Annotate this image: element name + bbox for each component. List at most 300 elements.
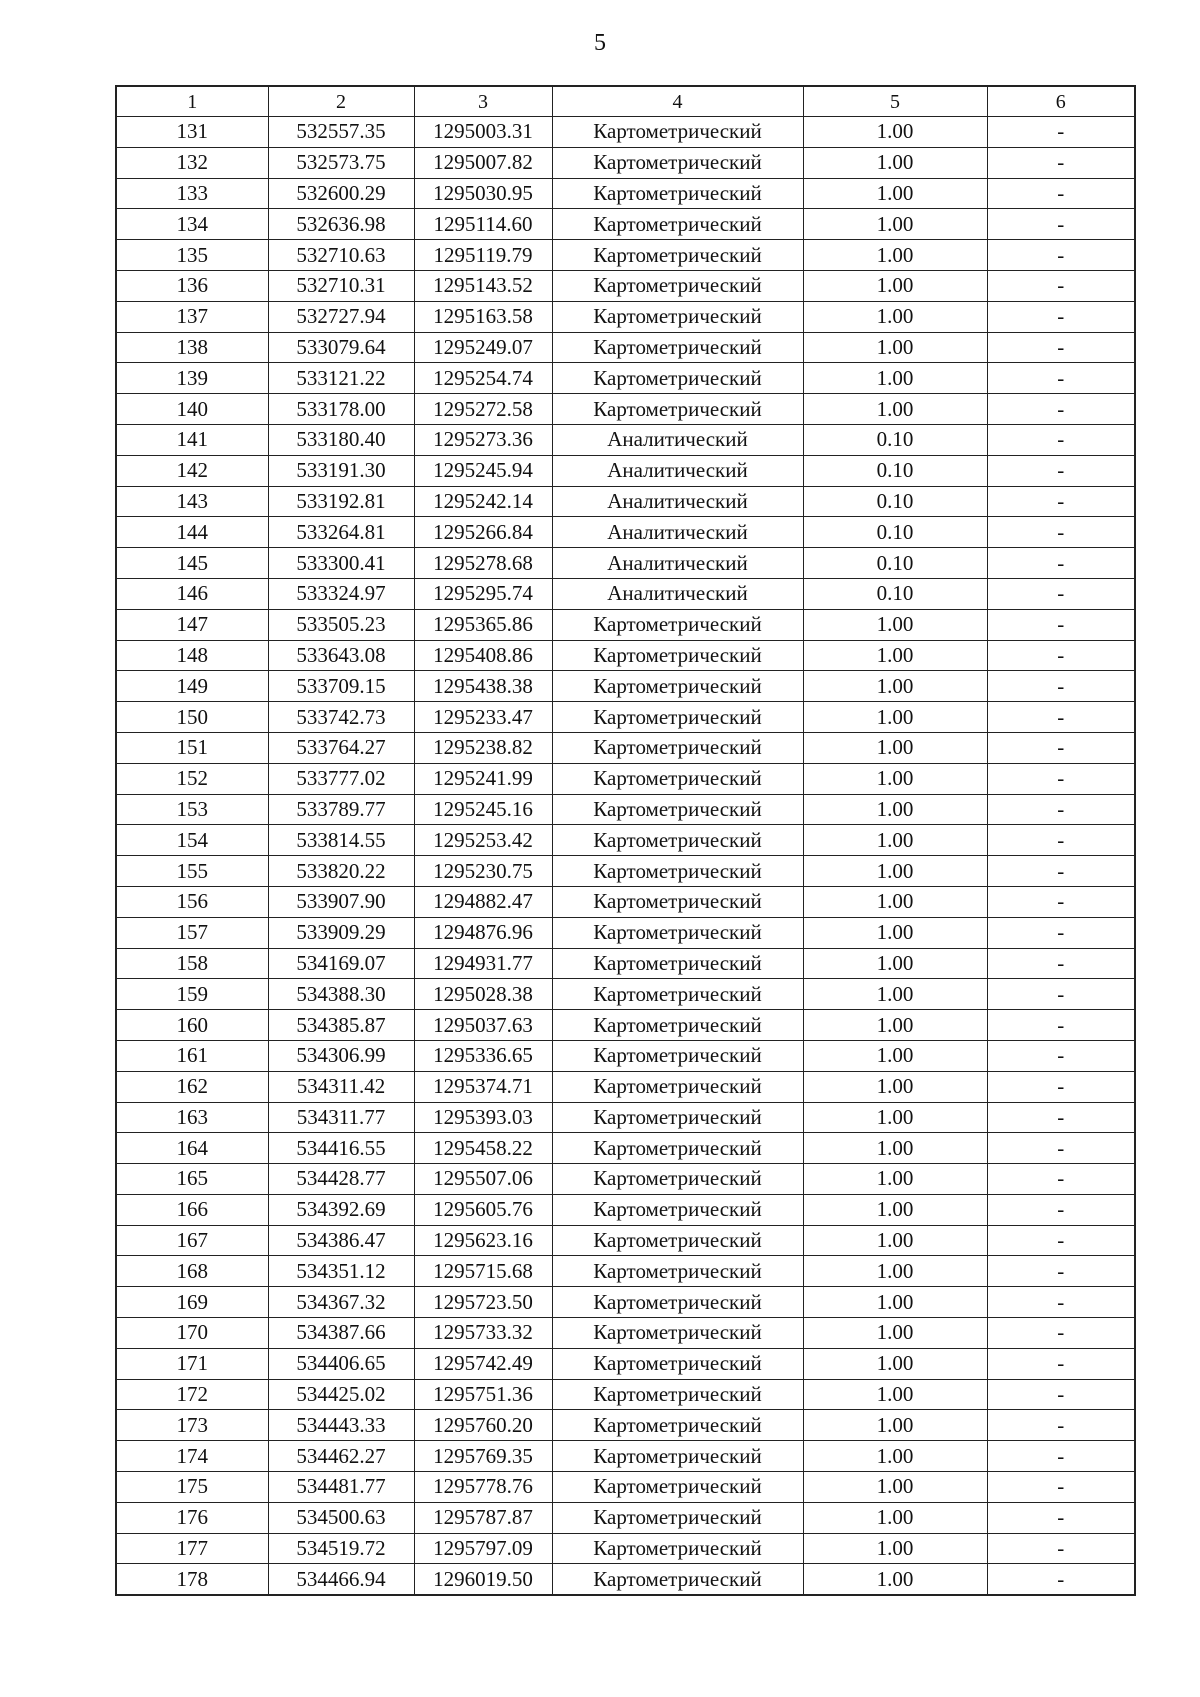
point-number-cell: 157 bbox=[116, 917, 268, 948]
accuracy-cell: 1.00 bbox=[803, 794, 987, 825]
method-cell: Картометрический bbox=[552, 332, 803, 363]
x-coordinate-cell: 534416.55 bbox=[268, 1133, 414, 1164]
x-coordinate-cell: 532727.94 bbox=[268, 301, 414, 332]
accuracy-cell: 1.00 bbox=[803, 117, 987, 148]
point-number-cell: 174 bbox=[116, 1441, 268, 1472]
description-cell: - bbox=[987, 825, 1135, 856]
table-row bbox=[116, 763, 1135, 794]
description-cell: - bbox=[987, 1441, 1135, 1472]
point-number-cell: 146 bbox=[116, 578, 268, 609]
table-row bbox=[116, 394, 1135, 425]
description-cell: - bbox=[987, 917, 1135, 948]
accuracy-cell: 1.00 bbox=[803, 1102, 987, 1133]
y-coordinate-cell: 1295605.76 bbox=[414, 1194, 552, 1225]
accuracy-cell: 1.00 bbox=[803, 1010, 987, 1041]
point-number-cell: 155 bbox=[116, 856, 268, 887]
x-coordinate-cell: 534306.99 bbox=[268, 1040, 414, 1071]
table-row bbox=[116, 1287, 1135, 1318]
y-coordinate-cell: 1295266.84 bbox=[414, 517, 552, 548]
point-number-cell: 143 bbox=[116, 486, 268, 517]
description-cell: - bbox=[987, 455, 1135, 486]
accuracy-cell: 1.00 bbox=[803, 856, 987, 887]
table-row bbox=[116, 917, 1135, 948]
accuracy-cell: 1.00 bbox=[803, 1071, 987, 1102]
x-coordinate-cell: 533264.81 bbox=[268, 517, 414, 548]
method-cell: Картометрический bbox=[552, 1040, 803, 1071]
point-number-cell: 151 bbox=[116, 732, 268, 763]
x-coordinate-cell: 533742.73 bbox=[268, 702, 414, 733]
point-number-cell: 153 bbox=[116, 794, 268, 825]
table-row bbox=[116, 1102, 1135, 1133]
x-coordinate-cell: 534462.27 bbox=[268, 1441, 414, 1472]
x-coordinate-cell: 533764.27 bbox=[268, 732, 414, 763]
point-number-cell: 144 bbox=[116, 517, 268, 548]
description-cell: - bbox=[987, 147, 1135, 178]
y-coordinate-cell: 1294882.47 bbox=[414, 886, 552, 917]
accuracy-cell: 1.00 bbox=[803, 363, 987, 394]
point-number-cell: 159 bbox=[116, 979, 268, 1010]
accuracy-cell: 1.00 bbox=[803, 979, 987, 1010]
description-cell: - bbox=[987, 609, 1135, 640]
y-coordinate-cell: 1295119.79 bbox=[414, 240, 552, 271]
table-row bbox=[116, 1472, 1135, 1503]
accuracy-cell: 1.00 bbox=[803, 1348, 987, 1379]
y-coordinate-cell: 1295438.38 bbox=[414, 671, 552, 702]
point-number-cell: 141 bbox=[116, 424, 268, 455]
y-coordinate-cell: 1295245.16 bbox=[414, 794, 552, 825]
method-cell: Картометрический bbox=[552, 1102, 803, 1133]
table-row bbox=[116, 1379, 1135, 1410]
description-cell: - bbox=[987, 1040, 1135, 1071]
x-coordinate-cell: 534385.87 bbox=[268, 1010, 414, 1041]
method-cell: Картометрический bbox=[552, 1194, 803, 1225]
y-coordinate-cell: 1295408.86 bbox=[414, 640, 552, 671]
method-cell: Картометрический bbox=[552, 178, 803, 209]
method-cell: Аналитический bbox=[552, 455, 803, 486]
point-number-cell: 170 bbox=[116, 1318, 268, 1349]
description-cell: - bbox=[987, 1410, 1135, 1441]
point-number-cell: 132 bbox=[116, 147, 268, 178]
description-cell: - bbox=[987, 1225, 1135, 1256]
method-cell: Картометрический bbox=[552, 1410, 803, 1441]
point-number-cell: 178 bbox=[116, 1564, 268, 1595]
description-cell: - bbox=[987, 1010, 1135, 1041]
method-cell: Картометрический bbox=[552, 917, 803, 948]
table-row bbox=[116, 363, 1135, 394]
accuracy-cell: 1.00 bbox=[803, 825, 987, 856]
x-coordinate-cell: 533907.90 bbox=[268, 886, 414, 917]
table-row bbox=[116, 117, 1135, 148]
point-number-cell: 164 bbox=[116, 1133, 268, 1164]
y-coordinate-cell: 1295751.36 bbox=[414, 1379, 552, 1410]
table-body bbox=[116, 86, 1135, 1595]
x-coordinate-cell: 534500.63 bbox=[268, 1502, 414, 1533]
x-coordinate-cell: 533505.23 bbox=[268, 609, 414, 640]
x-coordinate-cell: 534406.65 bbox=[268, 1348, 414, 1379]
column-header: 6 bbox=[987, 86, 1135, 117]
point-number-cell: 152 bbox=[116, 763, 268, 794]
description-cell: - bbox=[987, 948, 1135, 979]
method-cell: Картометрический bbox=[552, 763, 803, 794]
x-coordinate-cell: 533777.02 bbox=[268, 763, 414, 794]
description-cell: - bbox=[987, 424, 1135, 455]
column-header: 2 bbox=[268, 86, 414, 117]
accuracy-cell: 1.00 bbox=[803, 1256, 987, 1287]
point-number-cell: 166 bbox=[116, 1194, 268, 1225]
accuracy-cell: 0.10 bbox=[803, 455, 987, 486]
point-number-cell: 176 bbox=[116, 1502, 268, 1533]
x-coordinate-cell: 532636.98 bbox=[268, 209, 414, 240]
point-number-cell: 131 bbox=[116, 117, 268, 148]
x-coordinate-cell: 534351.12 bbox=[268, 1256, 414, 1287]
method-cell: Картометрический bbox=[552, 1287, 803, 1318]
y-coordinate-cell: 1295037.63 bbox=[414, 1010, 552, 1041]
description-cell: - bbox=[987, 1379, 1135, 1410]
y-coordinate-cell: 1295507.06 bbox=[414, 1164, 552, 1195]
method-cell: Аналитический bbox=[552, 548, 803, 579]
method-cell: Картометрический bbox=[552, 1348, 803, 1379]
method-cell: Аналитический bbox=[552, 424, 803, 455]
accuracy-cell: 1.00 bbox=[803, 1287, 987, 1318]
description-cell: - bbox=[987, 1164, 1135, 1195]
accuracy-cell: 1.00 bbox=[803, 671, 987, 702]
accuracy-cell: 1.00 bbox=[803, 609, 987, 640]
point-number-cell: 168 bbox=[116, 1256, 268, 1287]
y-coordinate-cell: 1295374.71 bbox=[414, 1071, 552, 1102]
table-row bbox=[116, 702, 1135, 733]
description-cell: - bbox=[987, 517, 1135, 548]
x-coordinate-cell: 534481.77 bbox=[268, 1472, 414, 1503]
accuracy-cell: 1.00 bbox=[803, 240, 987, 271]
table-row bbox=[116, 1256, 1135, 1287]
y-coordinate-cell: 1295238.82 bbox=[414, 732, 552, 763]
table-row bbox=[116, 1164, 1135, 1195]
accuracy-cell: 1.00 bbox=[803, 1379, 987, 1410]
description-cell: - bbox=[987, 640, 1135, 671]
point-number-cell: 149 bbox=[116, 671, 268, 702]
method-cell: Картометрический bbox=[552, 1164, 803, 1195]
table-header-row bbox=[116, 86, 1135, 117]
method-cell: Картометрический bbox=[552, 1441, 803, 1472]
y-coordinate-cell: 1295393.03 bbox=[414, 1102, 552, 1133]
accuracy-cell: 1.00 bbox=[803, 1441, 987, 1472]
accuracy-cell: 1.00 bbox=[803, 1533, 987, 1564]
x-coordinate-cell: 534386.47 bbox=[268, 1225, 414, 1256]
y-coordinate-cell: 1295458.22 bbox=[414, 1133, 552, 1164]
method-cell: Аналитический bbox=[552, 517, 803, 548]
accuracy-cell: 1.00 bbox=[803, 1564, 987, 1595]
point-number-cell: 162 bbox=[116, 1071, 268, 1102]
x-coordinate-cell: 533909.29 bbox=[268, 917, 414, 948]
description-cell: - bbox=[987, 979, 1135, 1010]
x-coordinate-cell: 533121.22 bbox=[268, 363, 414, 394]
y-coordinate-cell: 1295336.65 bbox=[414, 1040, 552, 1071]
description-cell: - bbox=[987, 1318, 1135, 1349]
accuracy-cell: 1.00 bbox=[803, 178, 987, 209]
table-row bbox=[116, 548, 1135, 579]
point-number-cell: 134 bbox=[116, 209, 268, 240]
point-number-cell: 173 bbox=[116, 1410, 268, 1441]
method-cell: Картометрический bbox=[552, 732, 803, 763]
method-cell: Картометрический bbox=[552, 825, 803, 856]
description-cell: - bbox=[987, 1256, 1135, 1287]
accuracy-cell: 1.00 bbox=[803, 917, 987, 948]
x-coordinate-cell: 534443.33 bbox=[268, 1410, 414, 1441]
x-coordinate-cell: 532710.31 bbox=[268, 270, 414, 301]
description-cell: - bbox=[987, 763, 1135, 794]
y-coordinate-cell: 1295778.76 bbox=[414, 1472, 552, 1503]
description-cell: - bbox=[987, 1472, 1135, 1503]
method-cell: Картометрический bbox=[552, 1379, 803, 1410]
x-coordinate-cell: 533709.15 bbox=[268, 671, 414, 702]
x-coordinate-cell: 533643.08 bbox=[268, 640, 414, 671]
table-row bbox=[116, 455, 1135, 486]
description-cell: - bbox=[987, 578, 1135, 609]
y-coordinate-cell: 1295295.74 bbox=[414, 578, 552, 609]
accuracy-cell: 0.10 bbox=[803, 517, 987, 548]
method-cell: Картометрический bbox=[552, 240, 803, 271]
accuracy-cell: 1.00 bbox=[803, 1502, 987, 1533]
point-number-cell: 161 bbox=[116, 1040, 268, 1071]
description-cell: - bbox=[987, 209, 1135, 240]
accuracy-cell: 1.00 bbox=[803, 948, 987, 979]
description-cell: - bbox=[987, 794, 1135, 825]
description-cell: - bbox=[987, 1348, 1135, 1379]
x-coordinate-cell: 533820.22 bbox=[268, 856, 414, 887]
y-coordinate-cell: 1295163.58 bbox=[414, 301, 552, 332]
method-cell: Картометрический bbox=[552, 1564, 803, 1595]
table-row bbox=[116, 825, 1135, 856]
description-cell: - bbox=[987, 1133, 1135, 1164]
y-coordinate-cell: 1295249.07 bbox=[414, 332, 552, 363]
description-cell: - bbox=[987, 301, 1135, 332]
x-coordinate-cell: 532573.75 bbox=[268, 147, 414, 178]
column-header: 1 bbox=[116, 86, 268, 117]
description-cell: - bbox=[987, 702, 1135, 733]
table-row bbox=[116, 609, 1135, 640]
method-cell: Картометрический bbox=[552, 270, 803, 301]
point-number-cell: 177 bbox=[116, 1533, 268, 1564]
table-row bbox=[116, 794, 1135, 825]
table-row bbox=[116, 178, 1135, 209]
y-coordinate-cell: 1296019.50 bbox=[414, 1564, 552, 1595]
y-coordinate-cell: 1295797.09 bbox=[414, 1533, 552, 1564]
accuracy-cell: 1.00 bbox=[803, 640, 987, 671]
table-row bbox=[116, 732, 1135, 763]
y-coordinate-cell: 1295715.68 bbox=[414, 1256, 552, 1287]
accuracy-cell: 1.00 bbox=[803, 332, 987, 363]
y-coordinate-cell: 1294931.77 bbox=[414, 948, 552, 979]
x-coordinate-cell: 532710.63 bbox=[268, 240, 414, 271]
description-cell: - bbox=[987, 270, 1135, 301]
table-row bbox=[116, 486, 1135, 517]
method-cell: Картометрический bbox=[552, 979, 803, 1010]
table-row bbox=[116, 948, 1135, 979]
accuracy-cell: 1.00 bbox=[803, 1472, 987, 1503]
accuracy-cell: 1.00 bbox=[803, 209, 987, 240]
y-coordinate-cell: 1295365.86 bbox=[414, 609, 552, 640]
y-coordinate-cell: 1295273.36 bbox=[414, 424, 552, 455]
table-row bbox=[116, 886, 1135, 917]
point-number-cell: 163 bbox=[116, 1102, 268, 1133]
description-cell: - bbox=[987, 1564, 1135, 1595]
table-row bbox=[116, 270, 1135, 301]
table-row bbox=[116, 856, 1135, 887]
point-number-cell: 171 bbox=[116, 1348, 268, 1379]
y-coordinate-cell: 1295230.75 bbox=[414, 856, 552, 887]
point-number-cell: 165 bbox=[116, 1164, 268, 1195]
accuracy-cell: 1.00 bbox=[803, 1133, 987, 1164]
method-cell: Картометрический bbox=[552, 363, 803, 394]
x-coordinate-cell: 534392.69 bbox=[268, 1194, 414, 1225]
x-coordinate-cell: 533178.00 bbox=[268, 394, 414, 425]
y-coordinate-cell: 1294876.96 bbox=[414, 917, 552, 948]
accuracy-cell: 1.00 bbox=[803, 1194, 987, 1225]
accuracy-cell: 0.10 bbox=[803, 486, 987, 517]
x-coordinate-cell: 534425.02 bbox=[268, 1379, 414, 1410]
description-cell: - bbox=[987, 332, 1135, 363]
point-number-cell: 160 bbox=[116, 1010, 268, 1041]
table-row bbox=[116, 1410, 1135, 1441]
table-row bbox=[116, 332, 1135, 363]
y-coordinate-cell: 1295733.32 bbox=[414, 1318, 552, 1349]
column-header: 4 bbox=[552, 86, 803, 117]
table-row bbox=[116, 671, 1135, 702]
x-coordinate-cell: 533180.40 bbox=[268, 424, 414, 455]
description-cell: - bbox=[987, 117, 1135, 148]
y-coordinate-cell: 1295742.49 bbox=[414, 1348, 552, 1379]
table-row bbox=[116, 1348, 1135, 1379]
x-coordinate-cell: 533079.64 bbox=[268, 332, 414, 363]
description-cell: - bbox=[987, 178, 1135, 209]
y-coordinate-cell: 1295028.38 bbox=[414, 979, 552, 1010]
method-cell: Картометрический bbox=[552, 1010, 803, 1041]
point-number-cell: 167 bbox=[116, 1225, 268, 1256]
x-coordinate-cell: 534367.32 bbox=[268, 1287, 414, 1318]
table-row bbox=[116, 240, 1135, 271]
method-cell: Картометрический bbox=[552, 1472, 803, 1503]
point-number-cell: 172 bbox=[116, 1379, 268, 1410]
method-cell: Картометрический bbox=[552, 671, 803, 702]
table-row bbox=[116, 1225, 1135, 1256]
y-coordinate-cell: 1295253.42 bbox=[414, 825, 552, 856]
method-cell: Картометрический bbox=[552, 640, 803, 671]
method-cell: Аналитический bbox=[552, 486, 803, 517]
table-row bbox=[116, 578, 1135, 609]
point-number-cell: 147 bbox=[116, 609, 268, 640]
y-coordinate-cell: 1295241.99 bbox=[414, 763, 552, 794]
table-row bbox=[116, 517, 1135, 548]
accuracy-cell: 1.00 bbox=[803, 732, 987, 763]
method-cell: Картометрический bbox=[552, 702, 803, 733]
description-cell: - bbox=[987, 1194, 1135, 1225]
point-number-cell: 156 bbox=[116, 886, 268, 917]
y-coordinate-cell: 1295242.14 bbox=[414, 486, 552, 517]
table-row bbox=[116, 1564, 1135, 1595]
method-cell: Картометрический bbox=[552, 394, 803, 425]
method-cell: Картометрический bbox=[552, 117, 803, 148]
point-number-cell: 169 bbox=[116, 1287, 268, 1318]
method-cell: Аналитический bbox=[552, 578, 803, 609]
description-cell: - bbox=[987, 732, 1135, 763]
x-coordinate-cell: 534388.30 bbox=[268, 979, 414, 1010]
accuracy-cell: 0.10 bbox=[803, 578, 987, 609]
y-coordinate-cell: 1295278.68 bbox=[414, 548, 552, 579]
x-coordinate-cell: 533192.81 bbox=[268, 486, 414, 517]
accuracy-cell: 1.00 bbox=[803, 301, 987, 332]
page-number: 5 bbox=[594, 30, 606, 56]
y-coordinate-cell: 1295245.94 bbox=[414, 455, 552, 486]
accuracy-cell: 1.00 bbox=[803, 886, 987, 917]
description-cell: - bbox=[987, 1102, 1135, 1133]
y-coordinate-cell: 1295760.20 bbox=[414, 1410, 552, 1441]
description-cell: - bbox=[987, 240, 1135, 271]
table-row bbox=[116, 147, 1135, 178]
x-coordinate-cell: 534387.66 bbox=[268, 1318, 414, 1349]
x-coordinate-cell: 533300.41 bbox=[268, 548, 414, 579]
y-coordinate-cell: 1295787.87 bbox=[414, 1502, 552, 1533]
accuracy-cell: 1.00 bbox=[803, 1318, 987, 1349]
coordinates-table bbox=[115, 85, 1136, 1596]
method-cell: Картометрический bbox=[552, 886, 803, 917]
method-cell: Картометрический bbox=[552, 1533, 803, 1564]
method-cell: Картометрический bbox=[552, 948, 803, 979]
point-number-cell: 138 bbox=[116, 332, 268, 363]
description-cell: - bbox=[987, 363, 1135, 394]
method-cell: Картометрический bbox=[552, 209, 803, 240]
x-coordinate-cell: 534169.07 bbox=[268, 948, 414, 979]
description-cell: - bbox=[987, 671, 1135, 702]
method-cell: Картометрический bbox=[552, 794, 803, 825]
accuracy-cell: 0.10 bbox=[803, 424, 987, 455]
description-cell: - bbox=[987, 1071, 1135, 1102]
y-coordinate-cell: 1295723.50 bbox=[414, 1287, 552, 1318]
description-cell: - bbox=[987, 486, 1135, 517]
x-coordinate-cell: 532600.29 bbox=[268, 178, 414, 209]
y-coordinate-cell: 1295254.74 bbox=[414, 363, 552, 394]
table-row bbox=[116, 301, 1135, 332]
method-cell: Картометрический bbox=[552, 609, 803, 640]
point-number-cell: 140 bbox=[116, 394, 268, 425]
description-cell: - bbox=[987, 856, 1135, 887]
y-coordinate-cell: 1295007.82 bbox=[414, 147, 552, 178]
table-row bbox=[116, 1441, 1135, 1472]
table-row bbox=[116, 1194, 1135, 1225]
x-coordinate-cell: 534466.94 bbox=[268, 1564, 414, 1595]
method-cell: Картометрический bbox=[552, 1133, 803, 1164]
method-cell: Картометрический bbox=[552, 1225, 803, 1256]
table-row bbox=[116, 1040, 1135, 1071]
table-row bbox=[116, 1502, 1135, 1533]
y-coordinate-cell: 1295623.16 bbox=[414, 1225, 552, 1256]
y-coordinate-cell: 1295030.95 bbox=[414, 178, 552, 209]
y-coordinate-cell: 1295114.60 bbox=[414, 209, 552, 240]
y-coordinate-cell: 1295003.31 bbox=[414, 117, 552, 148]
method-cell: Картометрический bbox=[552, 856, 803, 887]
point-number-cell: 137 bbox=[116, 301, 268, 332]
point-number-cell: 154 bbox=[116, 825, 268, 856]
point-number-cell: 135 bbox=[116, 240, 268, 271]
description-cell: - bbox=[987, 886, 1135, 917]
accuracy-cell: 1.00 bbox=[803, 763, 987, 794]
x-coordinate-cell: 532557.35 bbox=[268, 117, 414, 148]
x-coordinate-cell: 533324.97 bbox=[268, 578, 414, 609]
x-coordinate-cell: 534428.77 bbox=[268, 1164, 414, 1195]
table-row bbox=[116, 1071, 1135, 1102]
point-number-cell: 145 bbox=[116, 548, 268, 579]
accuracy-cell: 1.00 bbox=[803, 1040, 987, 1071]
table-row bbox=[116, 209, 1135, 240]
